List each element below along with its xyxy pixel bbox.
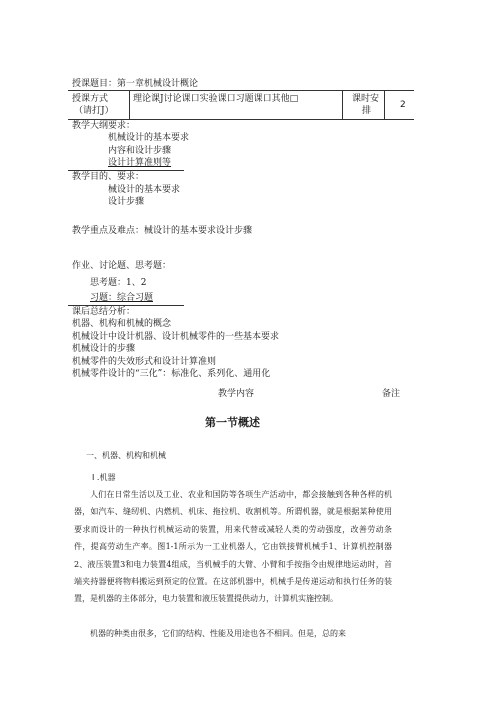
table-rule: [129, 90, 130, 119]
thinking-questions: 思考题：1、2: [90, 278, 147, 288]
syllabus-item: 机械设计的基本要求: [108, 133, 190, 143]
table-rule: [68, 90, 414, 91]
hours-label-suffix: 排: [362, 106, 372, 116]
summary-line: 机械设计中设计机器、设计机械零件的一些基本要求: [72, 332, 280, 342]
table-rule: [384, 90, 385, 119]
syllabus-item: 设计计算准则等: [108, 158, 172, 168]
table-rule: [342, 90, 343, 119]
notes-label: 备注: [382, 389, 401, 399]
method-label: 授课方式: [72, 94, 109, 104]
hours-label: 课时安: [352, 94, 380, 104]
homework-heading: 作业、讨论题、思考题：: [72, 261, 172, 271]
body-paragraph: 机器的种类由很多，它们的结构、性能及用途也各不相同。但是，总的来: [90, 629, 346, 638]
syllabus-item: 内容和设计步骤: [108, 146, 172, 156]
item-label: Ⅰ .机器: [92, 473, 116, 482]
exercise-questions: 习题：综合习题: [90, 293, 154, 303]
summary-line: 机械零件设计的“三化”：标准化、系列化、通用化: [72, 369, 271, 379]
method-label-hint: （请打J）: [74, 106, 114, 116]
summary-line: 机械设计的步骤: [72, 344, 136, 354]
content-label: 教学内容: [218, 389, 255, 399]
course-title: 授课题目：第一章机械设计概论: [72, 79, 199, 89]
method-options: 理论课J讨论课口实验课口习题课口其他□: [133, 94, 299, 104]
section-title: 第一节概述: [205, 416, 260, 429]
syllabus-heading: 教学大纲要求：: [72, 121, 136, 131]
objective-item: 械设计的基本要求: [108, 185, 181, 195]
hours-value: 2: [400, 100, 406, 110]
summary-line: 机械零件的失效形式和设计计算准则: [72, 357, 217, 367]
subsection-title: 一、机器、机构和机械: [86, 451, 166, 460]
objectives-heading: 教学目的、要求：: [72, 172, 145, 182]
objective-item: 设计步骤: [108, 197, 145, 207]
body-paragraph: 人们在日常生活以及工业、农业和国防等各项生产活动中，都会接触到各种各样的机器，如汽车、缝纫机、内燃机、机床、拖拉机、收割机等。所谓机器，就是根据某种使用要求而设计的一种执行机械运动的装置，用来代替或减轻人类的劳动强度，改善劳动条件，提高劳动生产率。图1-1所示为一工业机器人，它由铁接臂机械手1、计算机控制器2、液压装置3和电力装置4组成，当机械手的大臂、小臂和手按指令由规律地运动时，首端夹持器便将物料搬运到预定的位置。在这部机器中，机械手是传递运动和执行任务的装置，是机器的主体部分，电力装置和液压装置提供动力，计算机实施控制。: [74, 490, 392, 604]
summary-line: 机器、机构和机械的概念: [72, 319, 172, 329]
summary-heading: 课后总结分析：: [72, 307, 136, 317]
key-points: 教学重点及难点：械设计的基本要求设计步骤: [72, 226, 253, 236]
